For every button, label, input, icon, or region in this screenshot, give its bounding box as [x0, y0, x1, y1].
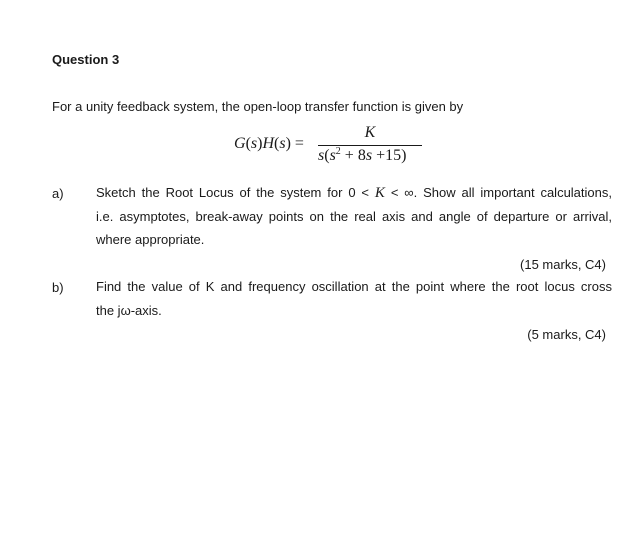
eq-den-s2: s [329, 147, 336, 164]
eq-lhs-paren-open-2: ( [274, 135, 280, 152]
part-b-label: b) [52, 280, 64, 295]
part-b-text [96, 275, 612, 322]
eq-lhs-equals: ) = [285, 135, 304, 152]
part-b-line-1: Find the value of K and frequency oscillation at the point where the root locus cross [96, 279, 612, 294]
part-a-line-2: i.e. asymptotes, break-away points on the real axis and angle of departure or arrival, [96, 208, 612, 224]
question-intro: For a unity feedback system, the open-loop transfer function is given by [52, 99, 464, 114]
eq-den-s3: s [365, 147, 373, 164]
part-a-line-3: where appropriate. [96, 232, 205, 247]
part-a-marks: (15 marks, C4) [520, 257, 606, 272]
eq-lhs-s-1: s [250, 135, 258, 152]
eq-lhs-paren-close-1: ) [257, 135, 263, 152]
part-a-line-1-post: < ∞. Show all important calculations, [384, 185, 612, 200]
part-a-text [96, 181, 612, 252]
question-heading: Question 3 [52, 52, 120, 67]
eq-den-open: ( [324, 147, 330, 164]
equation-denominator [318, 147, 428, 165]
eq-den-rest: +15) [372, 147, 407, 164]
part-a-k: K [374, 185, 385, 201]
eq-den-s: s [318, 147, 325, 164]
eq-den-exponent: 2 [335, 146, 341, 157]
fraction-bar [318, 145, 422, 146]
part-a-line-1 [96, 181, 612, 205]
eq-lhs-h: H [262, 135, 275, 152]
equation-numerator: K [364, 124, 376, 141]
part-a-label: a) [52, 186, 64, 201]
part-b-line-2: the jω-axis. [96, 302, 162, 318]
part-a-line-1-pre: Sketch the Root Locus of the system for 0 < [96, 185, 375, 200]
eq-lhs-g: G [234, 135, 246, 152]
eq-lhs-paren-open-1: ( [245, 135, 251, 152]
eq-den-plus-8: + 8 [340, 147, 366, 164]
eq-lhs-s-2: s [279, 135, 286, 152]
part-b-marks: (5 marks, C4) [527, 327, 606, 342]
equation-lhs [234, 135, 304, 153]
